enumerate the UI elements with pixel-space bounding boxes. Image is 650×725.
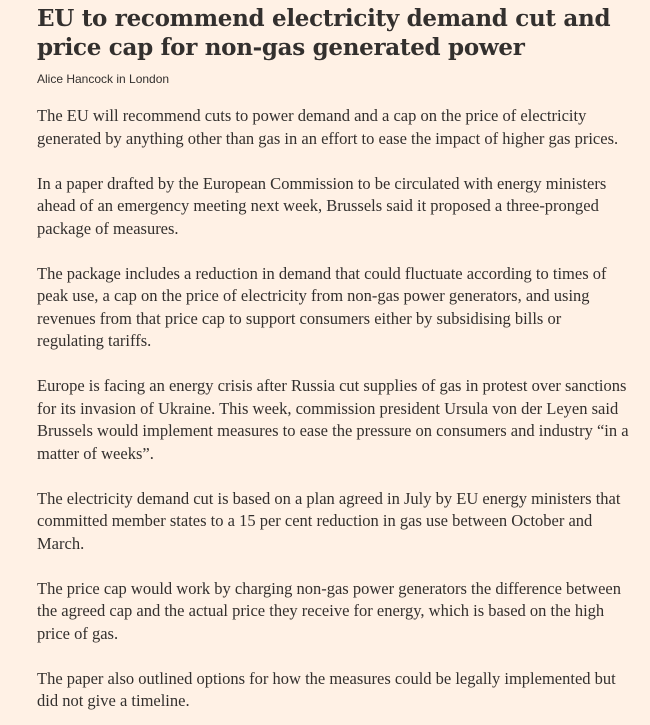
article-paragraph: The package includes a reduction in demand that could fluctuate according to times of peak use, a cap on the price of electricity from non-gas power generators, and using revenues from that price cap to support consumers either by subsidising bills or regulating tariffs.	[37, 263, 607, 350]
article-paragraph: The price cap would work by charging non-gas power generators the difference between the agreed cap and the actual price they receive for energy, which is based on the high price of gas.	[37, 578, 621, 643]
article-headline: EU to recommend electricity demand cut and price cap for non-gas generated power	[37, 5, 611, 61]
article-paragraph: Europe is facing an energy crisis after Russia cut supplies of gas in protest over sanctions for its invasion of Ukraine. This week, commission president Ursula von der Leyen said Brussels would implement measures to ease the pressure on consumers and industry “in a matter of weeks”.	[37, 376, 629, 463]
article-paragraph: The paper also outlined options for how the measures could be legally implemented but did not give a timeline.	[37, 668, 616, 710]
article-paragraph: In a paper drafted by the European Commission to be circulated with energy ministers ahead of an emergency meeting next week, Brussels said it proposed a three-pronged package of measures.	[37, 173, 607, 238]
article-paragraph: The electricity demand cut is based on a plan agreed in July by EU energy ministers that committed member states to a 15 per cent reduction in gas use between October and March.	[37, 488, 621, 553]
article-paragraph: The EU will recommend cuts to power demand and a cap on the price of electricity generated by anything other than gas in an effort to ease the impact of higher gas prices.	[37, 106, 619, 148]
article-byline[interactable]: Alice Hancock in London	[37, 72, 170, 86]
